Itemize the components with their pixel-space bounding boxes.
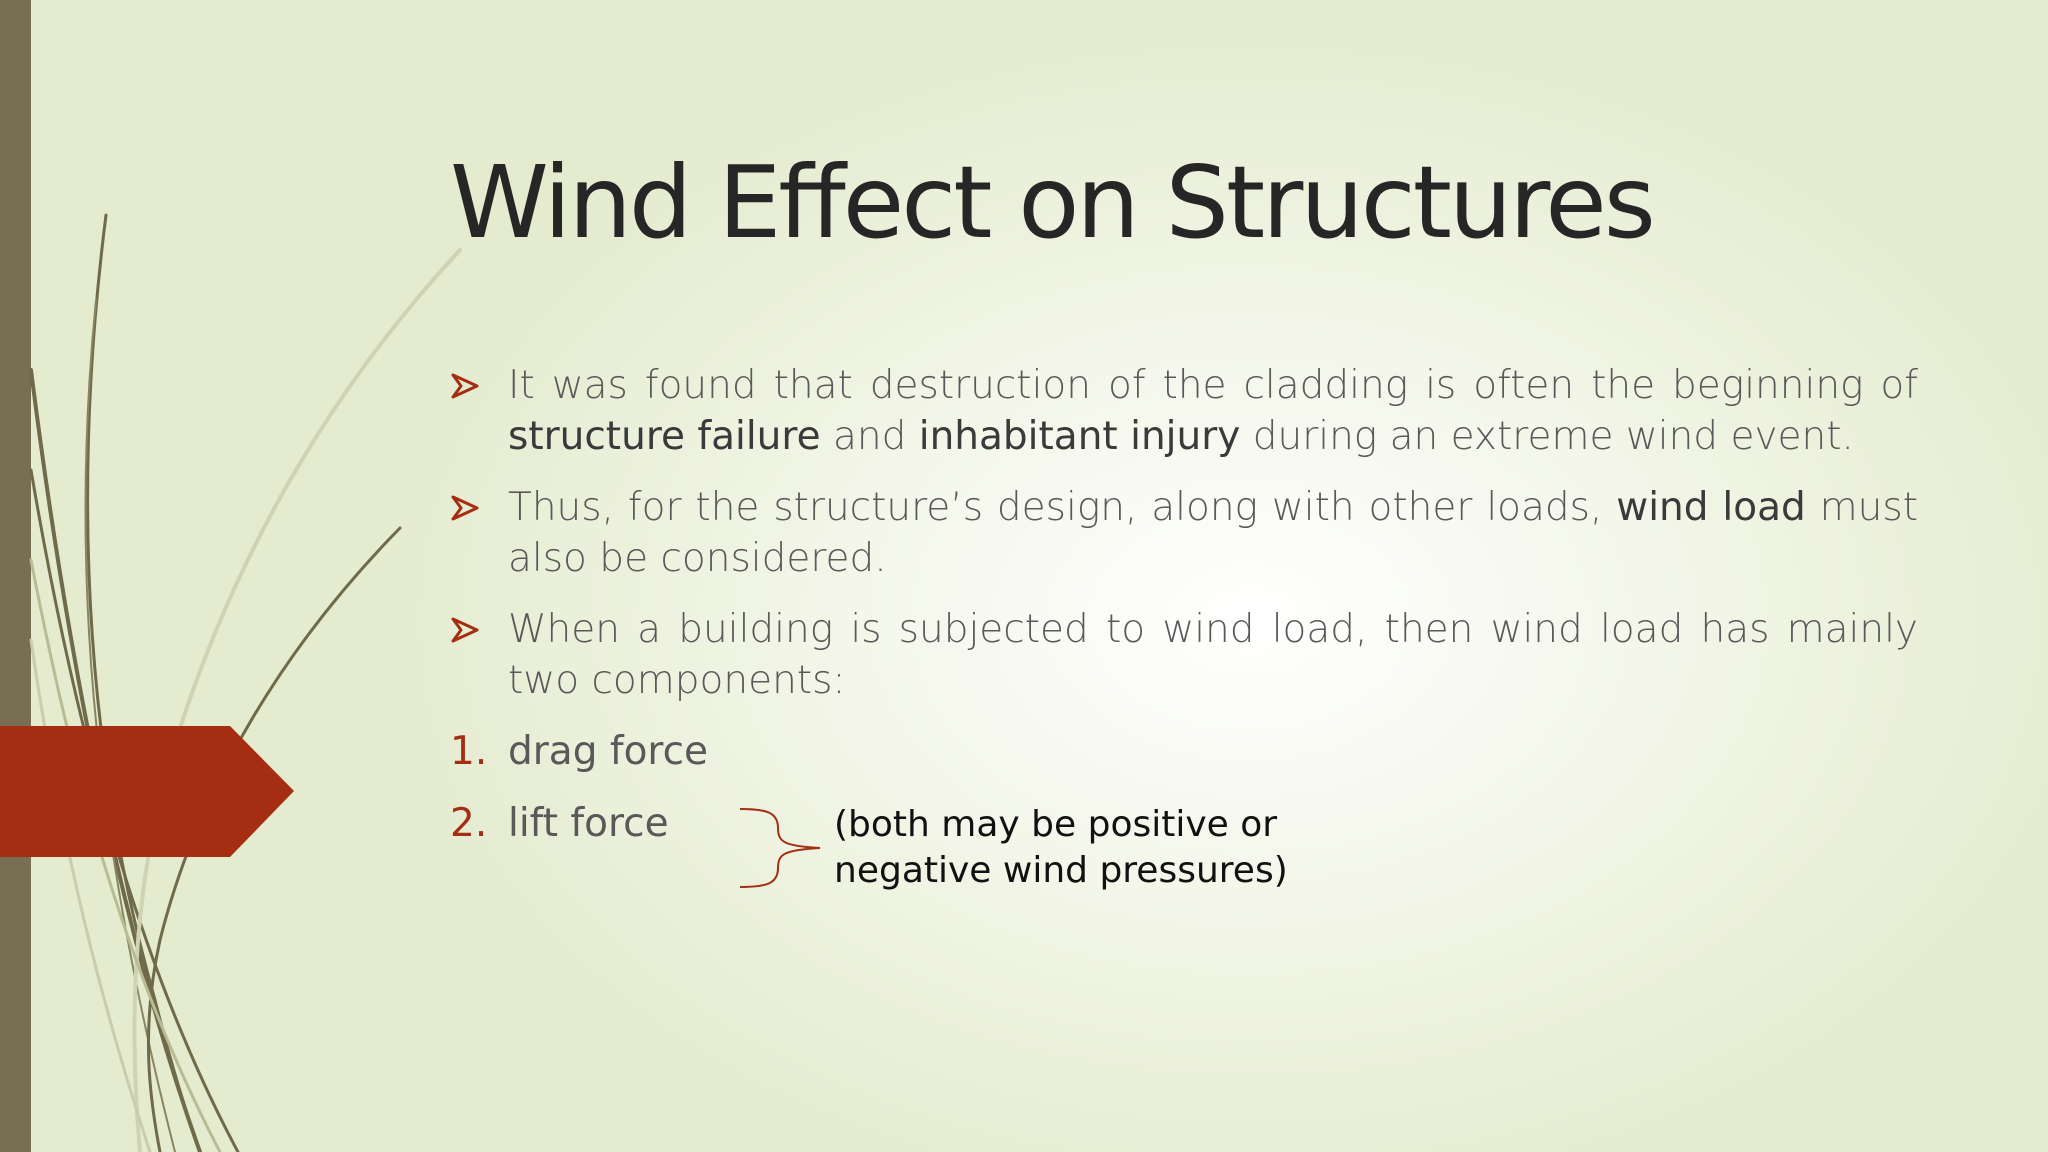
bullet-list <box>450 360 1918 870</box>
bullet-text: during an extreme wind event. <box>1240 414 1854 459</box>
bullet-text: must also be considered. <box>508 485 1918 581</box>
bullet-item-1 <box>450 360 1918 462</box>
arrowhead-bullet-icon <box>450 616 480 644</box>
list-item-text: lift force <box>508 801 669 846</box>
bullet-text: When a building is subjected to wind load, then wind load has mainly two components: <box>508 607 1918 703</box>
bullet-text: Thus, for the structure’s design, along with other loads, <box>508 485 1617 530</box>
list-number: 2. <box>450 801 488 846</box>
bullet-text: It was found that destruction of the cladding is often the beginning of <box>508 363 1918 408</box>
slide-title: Wind Effect on Structures <box>450 144 1653 261</box>
right-curly-brace-icon <box>736 806 824 890</box>
note-line-2: negative wind pressures) <box>834 850 1288 891</box>
pressure-note <box>834 802 1354 894</box>
numbered-item-1 <box>450 726 1918 798</box>
bold-phrase-inhabitant-injury: inhabitant injury <box>918 414 1241 459</box>
arrowhead-bullet-icon <box>450 372 480 400</box>
list-item-text: drag force <box>508 729 709 774</box>
red-arrow-tab <box>0 726 296 857</box>
note-line-1: (both may be positive or <box>834 804 1278 845</box>
bullet-item-3 <box>450 604 1918 706</box>
bullet-item-2 <box>450 482 1918 584</box>
bold-phrase-wind-load: wind load <box>1616 485 1806 530</box>
list-number: 1. <box>450 729 488 774</box>
bold-phrase-structure-failure: structure failure <box>508 414 821 459</box>
arrowhead-bullet-icon <box>450 494 480 522</box>
bullet-text: and <box>820 414 919 459</box>
